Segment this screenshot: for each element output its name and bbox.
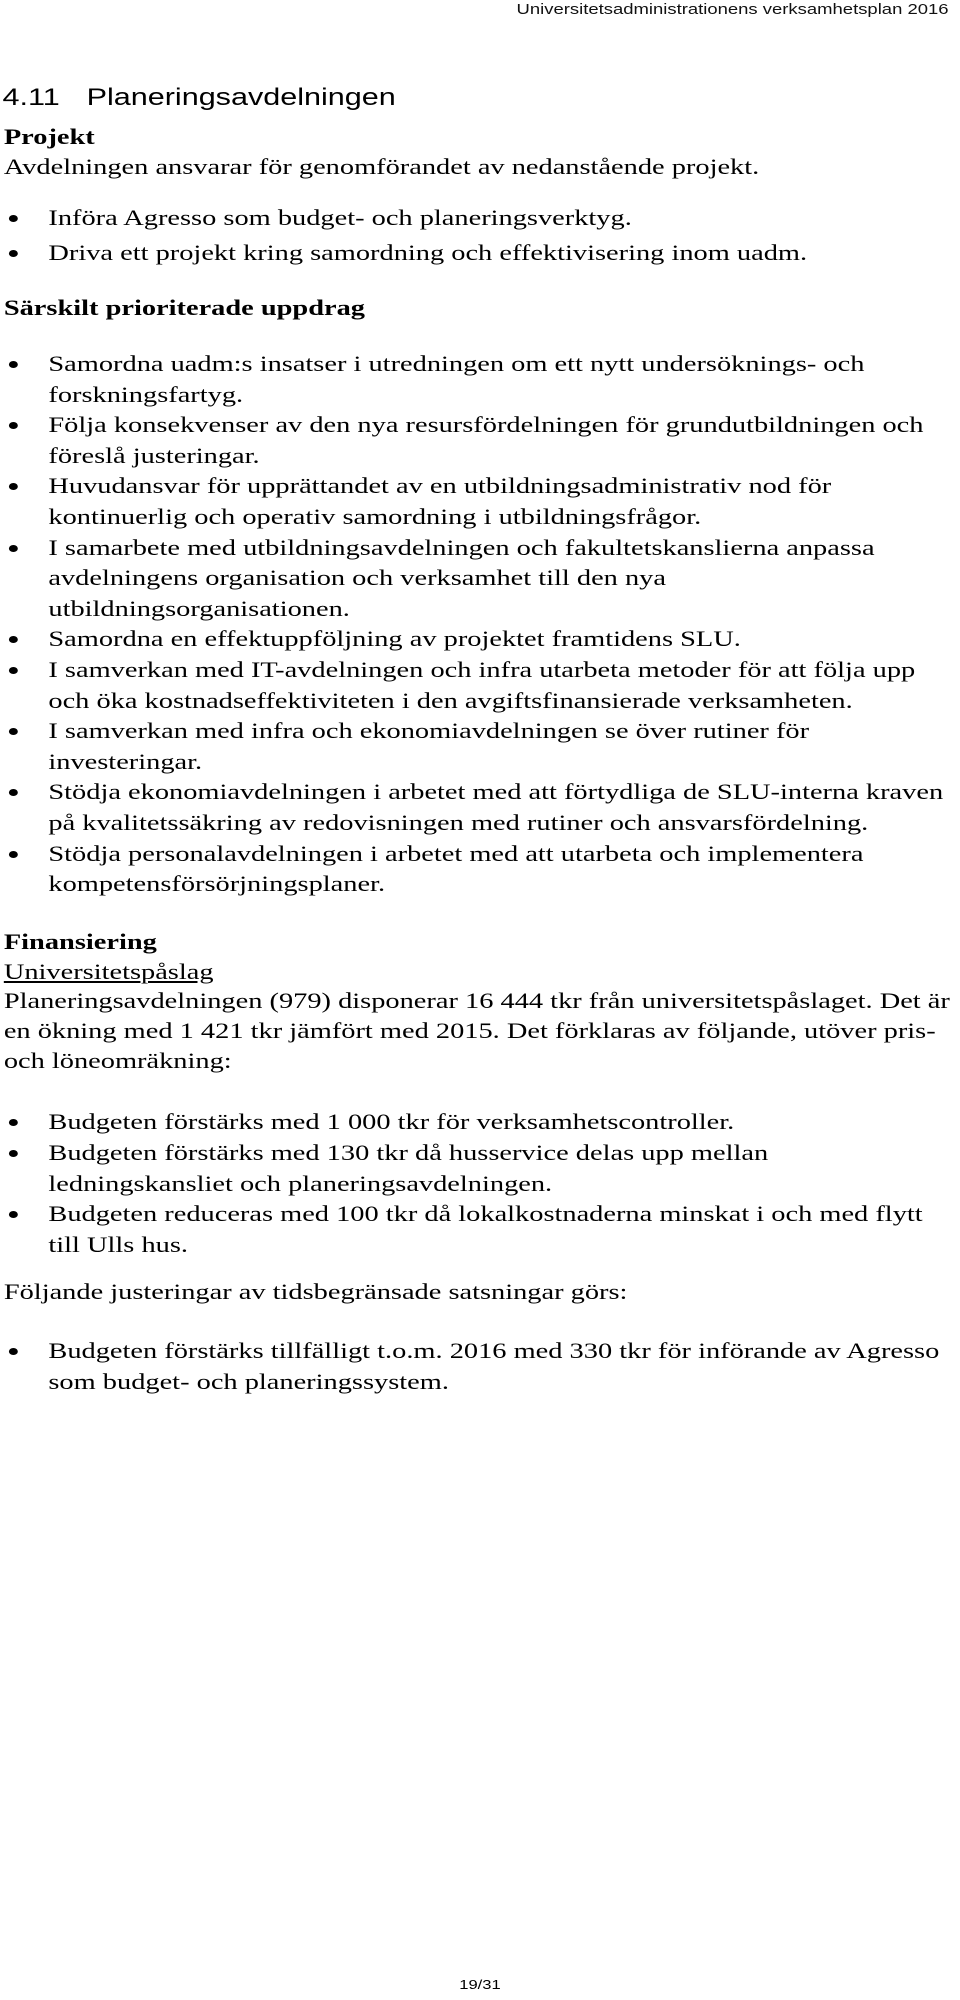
bullet-icon — [9, 728, 18, 735]
section-number: 4.11 — [2, 84, 60, 111]
list-item — [0, 839, 960, 900]
list-item-text: Budgeten förstärks med 1 000 tkr för verksamhetscontroller. — [48, 1109, 735, 1134]
list-item-text: Huvudansvar för upprättandet av en utbildningsadministrativ nod för kontinuerlig och operativ samordning i utbildningsfrågor. — [48, 473, 832, 529]
list-item — [0, 533, 960, 625]
list-item — [0, 1199, 960, 1261]
list-item-text: I samverkan med infra och ekonomiavdelningen se över rutiner för investeringar. — [48, 718, 810, 774]
bullet-icon — [9, 1348, 18, 1355]
projekt-list — [0, 203, 960, 273]
finansiering-paragraph: Planeringsavdelningen (979) disponerar 16 444 tkr från universitetspåslaget. Det är en ökning med 1 421 tkr jämfört med 2015. Det förklaras av följande, utöver pris- och löneomräkning: — [3, 988, 950, 1073]
list-item-text: I samverkan med IT-avdelningen och infra utarbeta metoder för att följa upp och öka kostnadseffektiviteten i den avgiftsfinansierade verksamheten. — [48, 656, 916, 713]
list-item — [0, 410, 960, 471]
list-item-text: Stödja ekonomiavdelningen i arbetet med att förtydliga de SLU-interna kraven på kvalitetssäkring av redovisningen med rutiner och ansvarsfördelning. — [48, 779, 944, 835]
list-item — [0, 203, 960, 233]
list-item-text: Följa konsekvenser av den nya resursfördelningen för grundutbildningen och föreslå justeringar. — [48, 412, 924, 468]
bullet-icon — [9, 789, 18, 796]
list-item — [0, 1335, 960, 1397]
list-item — [0, 624, 960, 655]
list-item — [0, 655, 960, 716]
bullet-icon — [9, 250, 18, 257]
list-item-text: I samarbete med utbildningsavdelningen och fakultetskanslierna anpassa avdelningens organisation och verksamhet till den nya utbildningsorganisationen. — [48, 534, 875, 621]
list-item — [0, 1138, 960, 1200]
page-number: 19/31 — [459, 1977, 501, 1992]
list-item — [0, 349, 960, 410]
list-item — [0, 777, 960, 838]
finansiering-heading: Finansiering — [3, 929, 157, 954]
list-item — [0, 716, 960, 777]
bullet-icon — [9, 1119, 18, 1126]
uppdrag-heading: Särskilt prioriterade uppdrag — [3, 295, 366, 320]
finansiering-list — [0, 1107, 960, 1261]
finansiering-subheading: Universitetspåslag — [3, 959, 214, 984]
list-item — [0, 471, 960, 532]
running-header-title: Universitetsadministrationens verksamhetsplan 2016 — [516, 2, 949, 18]
adjustments-intro: Följande justeringar av tidsbegränsade satsningar görs: — [3, 1279, 628, 1304]
projekt-heading: Projekt — [3, 124, 95, 149]
adjustments-list — [0, 1335, 960, 1397]
bullet-icon — [9, 1150, 18, 1157]
list-item-text: Stödja personalavdelningen i arbetet med att utarbeta och implementera kompetensförsörjningsplaner. — [48, 840, 864, 897]
list-item-text: Budgeten reduceras med 100 tkr då lokalkostnaderna minskat i och med flytt till Ulls hus. — [48, 1201, 923, 1257]
list-item-text: Driva ett projekt kring samordning och effektivisering inom uadm. — [48, 240, 808, 265]
bullet-icon — [9, 636, 18, 643]
section-title: Planeringsavdelningen — [86, 84, 396, 111]
list-item-text: Samordna en effektuppföljning av projektet framtidens SLU. — [48, 626, 741, 652]
list-item — [0, 238, 960, 268]
bullet-icon — [9, 422, 18, 429]
bullet-icon — [9, 1211, 18, 1218]
bullet-icon — [9, 667, 18, 674]
list-item-text: Budgeten förstärks tillfälligt t.o.m. 2016 med 330 tkr för införande av Agresso som budget- och planeringssystem. — [48, 1338, 940, 1394]
list-item-text: Budgeten förstärks med 130 tkr då husservice delas upp mellan ledningskansliet och planeringsavdelningen. — [48, 1139, 769, 1196]
bullet-icon — [9, 361, 18, 368]
bullet-icon — [9, 851, 18, 858]
projekt-intro: Avdelningen ansvarar för genomförandet av nedanstående projekt. — [3, 154, 760, 179]
bullet-icon — [9, 215, 18, 222]
uppdrag-list — [0, 349, 960, 900]
list-item-text: Samordna uadm:s insatser i utredningen om ett nytt undersöknings- och forskningsfartyg. — [48, 351, 865, 407]
list-item-text: Införa Agresso som budget- och planeringsverktyg. — [48, 205, 632, 230]
bullet-icon — [9, 483, 18, 490]
bullet-icon — [9, 545, 18, 552]
list-item — [0, 1107, 960, 1138]
